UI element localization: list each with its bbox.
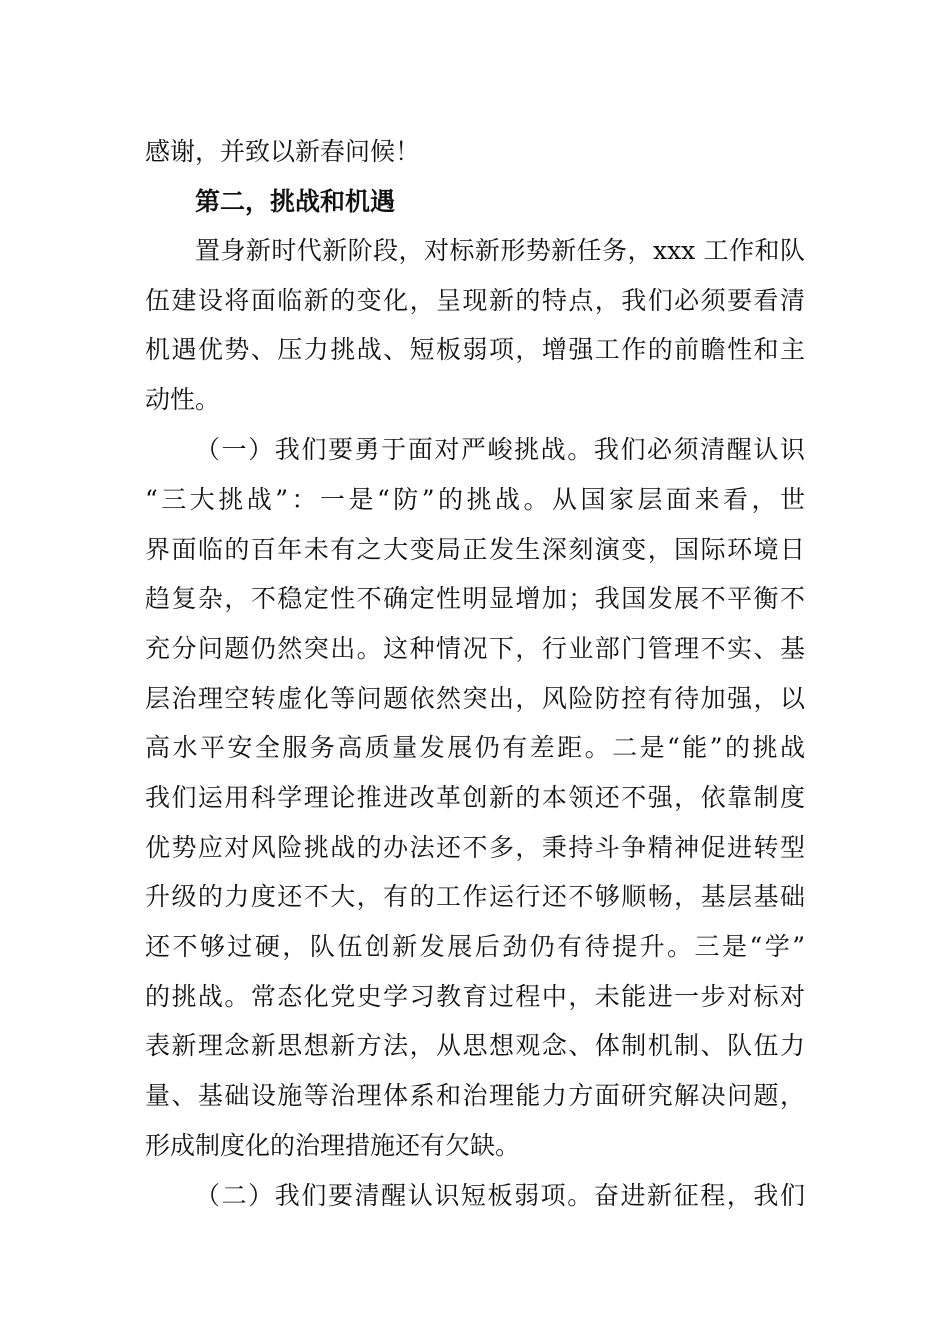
paragraph-line: 伍建设将面临新的变化，呈现新的特点，我们必须要看清 [145,286,805,315]
section-heading: 第二，挑战和机遇 [195,187,396,216]
paragraph-line: 形成制度化的治理措施还有欠缺。 [145,1131,521,1160]
paragraph-line: “三大挑战”：一是“防”的挑战。从国家层面来看，世 [145,485,805,514]
paragraph-line: 趋复杂，不稳定性不确定性明显增加；我国发展不平衡不 [145,584,805,613]
paragraph-line: 充分问题仍然突出。这种情况下，行业部门管理不实、基 [145,634,805,663]
paragraph-line: 动性。 [145,385,221,414]
paragraph-line: 层治理空转虚化等问题依然突出，风险防控有待加强，以 [145,684,805,713]
paragraph-line: （二）我们要清醒认识短板弱项。奋进新征程，我们 [195,1181,805,1210]
paragraph-line: 机遇优势、压力挑战、短板弱项，增强工作的前瞻性和主 [145,335,805,364]
text-line-continuation: 感谢，并致以新春问候！ [145,137,421,166]
paragraph-line: 的挑战。常态化党史学习教育过程中，未能进一步对标对 [145,982,805,1011]
paragraph-line: 升级的力度还不大，有的工作运行还不够顺畅，基层基础 [145,882,805,911]
paragraph-line: 我们运用科学理论推进改革创新的本领还不强，依靠制度 [145,783,805,812]
paragraph-line: 表新理念新思想新方法，从思想观念、体制机制、队伍力 [145,1031,805,1060]
paragraph-line: 优势应对风险挑战的办法还不多，秉持斗争精神促进转型 [145,833,805,862]
paragraph-line: 量、基础设施等治理体系和治理能力方面研究解决问题， [145,1081,805,1110]
paragraph-line: 高水平安全服务高质量发展仍有差距。二是“能”的挑战 [145,733,805,762]
paragraph-line: 还不够过硬，队伍创新发展后劲仍有待提升。三是“学” [145,932,805,961]
paragraph-line: （一）我们要勇于面对严峻挑战。我们必须清醒认识 [195,435,805,464]
paragraph-line: 界面临的百年未有之大变局正发生深刻演变，国际环境日 [145,535,805,564]
paragraph-line: 置身新时代新阶段，对标新形势新任务，xxx 工作和队 [195,236,805,265]
